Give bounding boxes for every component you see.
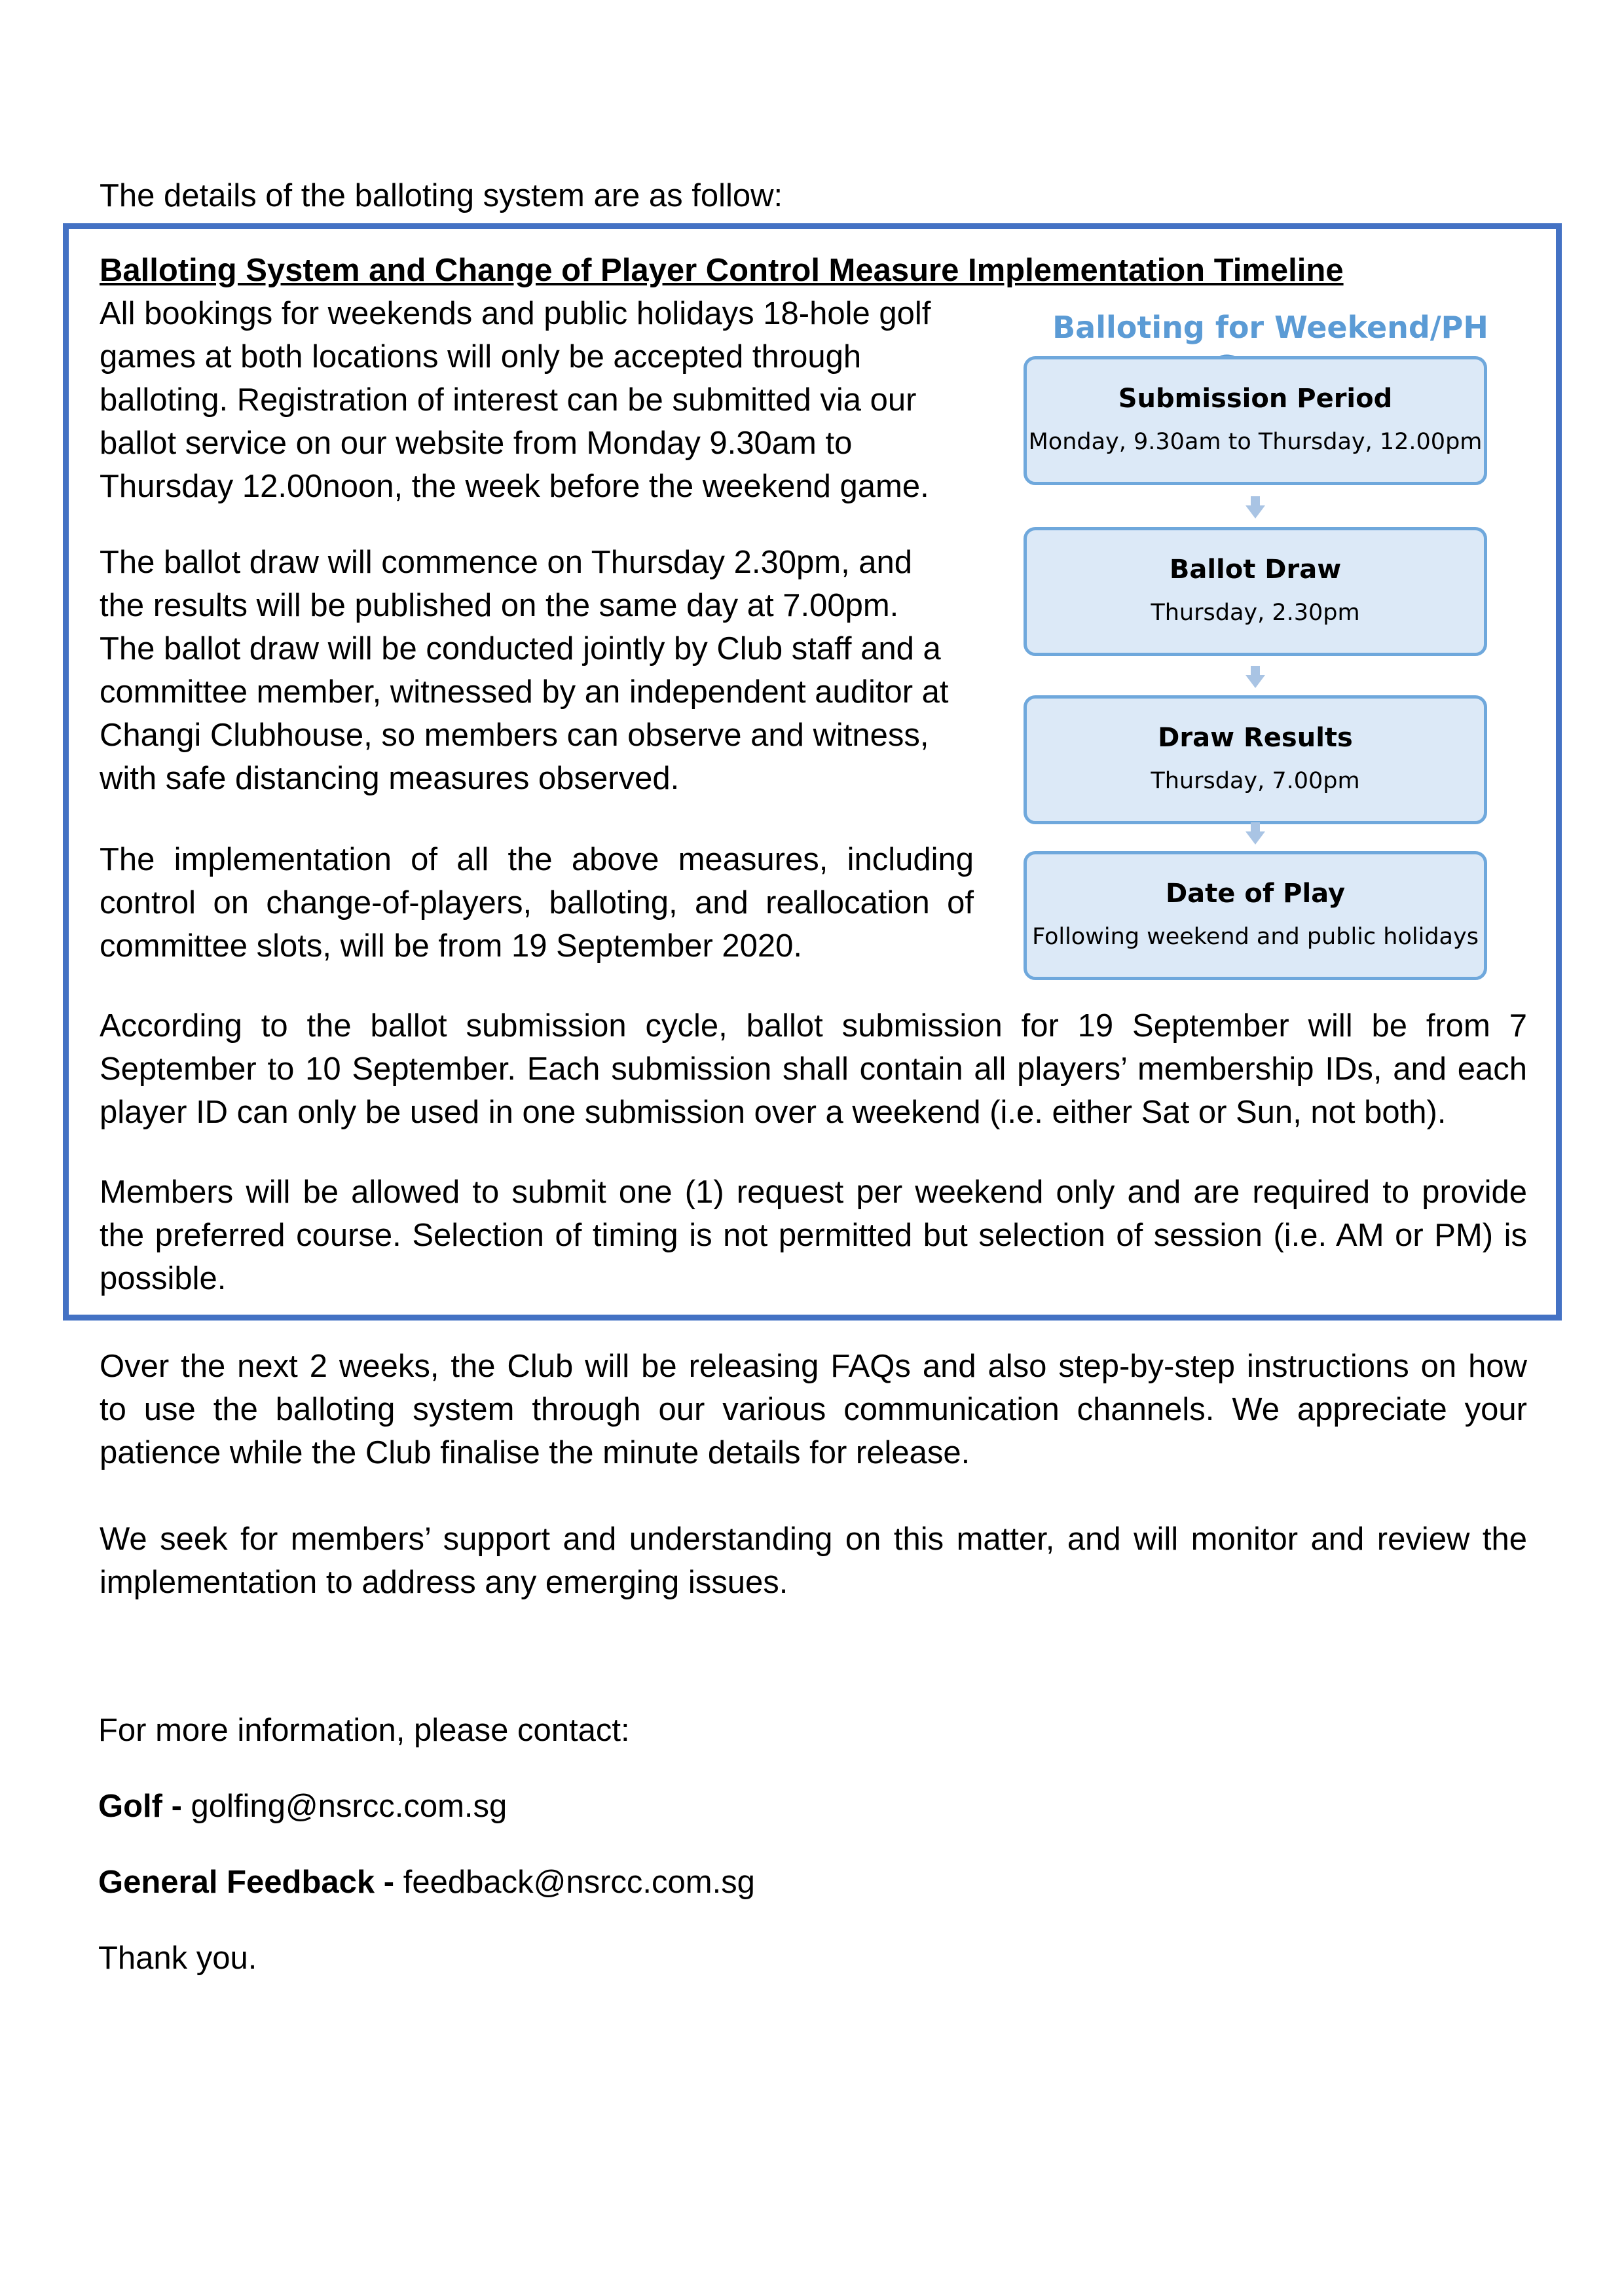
flow-step-title: Ballot Draw xyxy=(1169,555,1342,585)
text-line: The implementation of all the above measures, including xyxy=(100,842,974,877)
paragraph-support xyxy=(100,1518,1527,1604)
flow-step-title: Submission Period xyxy=(1118,384,1393,414)
text-line: Changi Clubhouse, so members can observe and witness, xyxy=(100,718,929,753)
text-line: committee slots, will be from 19 September 2020. xyxy=(100,928,803,964)
flowchart-title: Balloting for Weekend/PH xyxy=(1052,310,1488,345)
paragraph-faqs xyxy=(100,1345,1527,1474)
paragraph-submission-cycle xyxy=(100,1004,1527,1134)
flow-step-subtitle: Thursday, 2.30pm xyxy=(1151,600,1360,626)
text-line: to use the balloting system through our various communication channels. We appreciate your xyxy=(100,1392,1527,1427)
paragraph-implementation xyxy=(100,838,974,968)
feedback-email-link[interactable]: feedback@nsrcc.com.sg xyxy=(403,1865,755,1900)
text-line: Thursday 12.00noon, the week before the weekend game. xyxy=(100,469,929,504)
flow-step-date-of-play xyxy=(1024,851,1487,980)
text-line: possible. xyxy=(100,1261,227,1296)
flow-step-ballot-draw xyxy=(1024,527,1487,656)
contact-golf xyxy=(98,1785,507,1828)
text-line: with safe distancing measures observed. xyxy=(100,761,680,796)
contact-golf-label: Golf - xyxy=(98,1789,182,1824)
text-line: the preferred course. Selection of timing is not permitted but selection of session (i.e. AM or PM) is xyxy=(100,1218,1527,1253)
text-line: games at both locations will only be accepted through xyxy=(100,339,862,374)
text-line: All bookings for weekends and public holidays 18-hole golf xyxy=(100,296,931,331)
text-line: The ballot draw will commence on Thursday 2.30pm, and xyxy=(100,545,913,580)
text-line: control on change-of-players, balloting, and reallocation of xyxy=(100,885,974,920)
text-line: We seek for members’ support and understanding on this matter, and will monitor and review the xyxy=(100,1522,1527,1557)
contact-feedback-label: General Feedback - xyxy=(98,1865,395,1900)
flow-step-title: Draw Results xyxy=(1158,723,1353,753)
contact-feedback xyxy=(98,1861,755,1904)
text-line: Over the next 2 weeks, the Club will be releasing FAQs and also step-by-step instructions on how xyxy=(100,1349,1527,1384)
down-arrow-icon xyxy=(1246,496,1265,519)
contact-heading: For more information, please contact: xyxy=(98,1713,630,1748)
text-line: the results will be published on the same day at 7.00pm. xyxy=(100,588,899,623)
paragraph-bookings xyxy=(100,292,931,508)
text-line: September to 10 September. Each submission shall contain all players’ membership IDs, and each xyxy=(100,1051,1527,1087)
flow-step-draw-results xyxy=(1024,695,1487,824)
box-title: Balloting System and Change of Player Control Measure Implementation Timeline xyxy=(100,253,1344,288)
text-line: player ID can only be used in one submission over a weekend (i.e. either Sat or Sun, not both). xyxy=(100,1095,1447,1130)
down-arrow-icon xyxy=(1246,666,1265,688)
down-arrow-icon xyxy=(1246,822,1265,845)
flow-step-subtitle: Thursday, 7.00pm xyxy=(1151,768,1360,794)
text-line: Members will be allowed to submit one (1) request per weekend only and are required to provide xyxy=(100,1175,1527,1210)
flow-step-submission xyxy=(1024,356,1487,485)
flow-step-subtitle: Monday, 9.30am to Thursday, 12.00pm xyxy=(1028,429,1483,455)
text-line: patience while the Club finalise the minute details for release. xyxy=(100,1435,970,1470)
text-line: The ballot draw will be conducted jointly by Club staff and a xyxy=(100,631,941,666)
text-line: According to the ballot submission cycle, ballot submission for 19 September will be from 7 xyxy=(100,1008,1527,1044)
intro-text: The details of the balloting system are as follow: xyxy=(100,178,783,213)
flow-step-subtitle: Following weekend and public holidays xyxy=(1032,924,1479,950)
paragraph-ballot-draw xyxy=(100,541,949,800)
flow-step-title: Date of Play xyxy=(1165,879,1346,909)
paragraph-requests xyxy=(100,1171,1527,1300)
golf-email-link[interactable]: golfing@nsrcc.com.sg xyxy=(191,1789,507,1824)
text-line: balloting. Registration of interest can be submitted via our xyxy=(100,382,917,418)
thanks-text: Thank you. xyxy=(98,1941,257,1976)
text-line: implementation to address any emerging issues. xyxy=(100,1565,788,1600)
text-line: ballot service on our website from Monday 9.30am to xyxy=(100,426,853,461)
text-line: committee member, witnessed by an independent auditor at xyxy=(100,674,949,710)
